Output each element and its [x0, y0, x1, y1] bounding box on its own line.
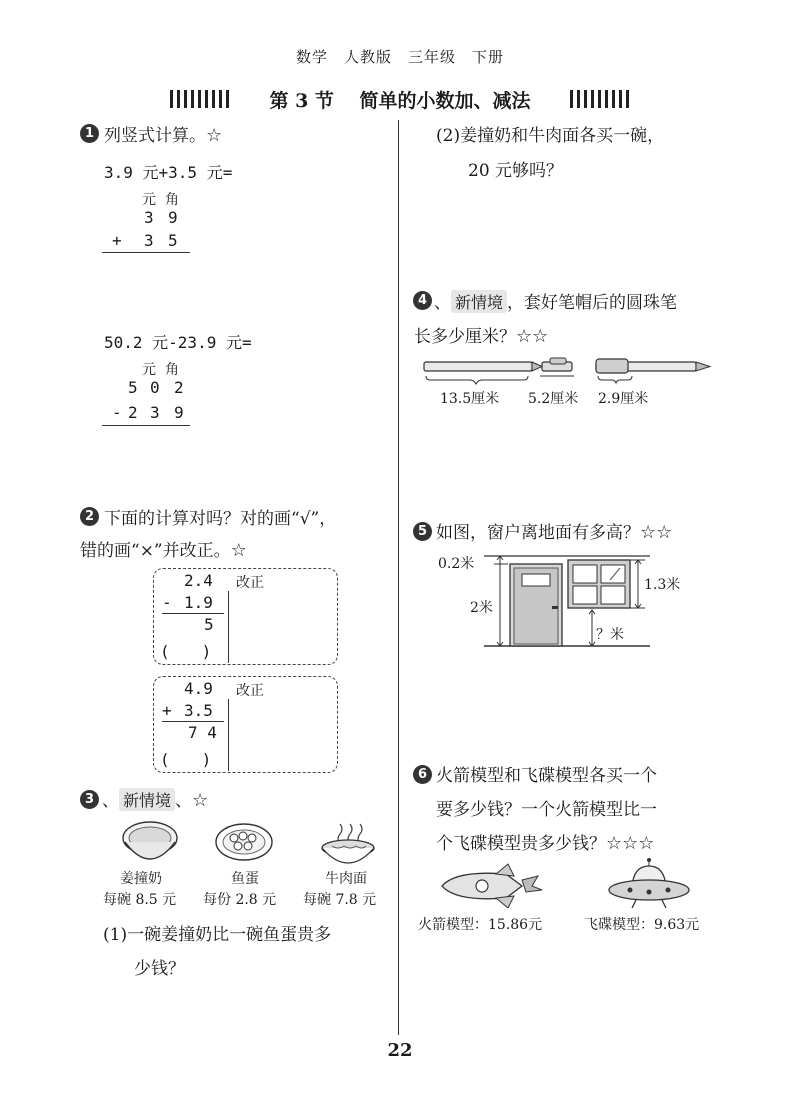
calc1-bottom-a: 3	[144, 231, 154, 250]
box2-separator	[228, 699, 229, 771]
box1-operator: -	[162, 593, 172, 612]
box1-fix-label: 改正	[236, 575, 264, 591]
question-4-number: 4	[413, 291, 432, 310]
box1-separator	[228, 591, 229, 663]
question-2-number: 2	[80, 507, 99, 526]
difficulty-stars: ☆☆	[516, 326, 549, 347]
food-name-beef-noodle: 牛肉面	[325, 871, 367, 887]
q1-expression-2: 50.2 元-23.9 元=	[104, 333, 252, 352]
page-number: 22	[387, 1040, 413, 1061]
question-2-line-1: 下面的计算对吗？对的画“√”，	[104, 509, 337, 529]
unit-jiao-2: 角	[165, 362, 179, 378]
check-box-1	[153, 568, 338, 665]
box2-sum-line	[162, 721, 224, 722]
food-price-beef-noodle: 每碗 7.8 元	[303, 892, 377, 908]
box1-bottom-number: 1.9	[184, 593, 213, 612]
check-box-2	[153, 676, 338, 773]
rocket-model-icon	[436, 862, 548, 908]
difficulty-stars: ☆☆	[640, 522, 673, 543]
column-divider	[398, 120, 399, 1035]
ufo-price-label: 飞碟模型：9.63元	[584, 917, 700, 933]
unit-jiao: 角	[165, 192, 179, 208]
section-number: 第 3 节	[269, 90, 334, 112]
calc2-bottom-a: 2	[128, 403, 138, 422]
pen-cap-length: 5.2厘米	[528, 391, 579, 407]
food-name-fish-ball: 鱼蛋	[231, 871, 259, 887]
box2-answer-paren[interactable]: ( )	[160, 750, 212, 769]
q1-expression-1: 3.9 元+3.5 元=	[104, 163, 233, 182]
question-4-line-2: 长多少厘米？☆☆	[414, 326, 549, 347]
title-stripes-right	[570, 90, 630, 108]
ginger-milk-icon	[118, 818, 184, 868]
new-context-tag: 新情境	[119, 788, 175, 811]
calc1-bottom-b: 5	[168, 231, 178, 250]
window-height-diagram	[480, 552, 660, 650]
box1-result: 5	[204, 615, 214, 634]
calc1-top-a: 3	[144, 208, 154, 227]
beef-noodle-icon	[318, 822, 378, 868]
calc2-bottom-b: 3	[150, 403, 160, 422]
calc2-top-a: 5	[128, 378, 138, 397]
label-top-gap: 0.2米	[438, 556, 475, 572]
difficulty-stars: ☆	[230, 540, 247, 561]
book-header: 数学 人教版 三年级 下册	[295, 48, 504, 66]
calc1-operator: +	[112, 231, 122, 250]
label-unknown-height: ？米	[596, 627, 624, 643]
food-name-ginger-milk: 姜撞奶	[120, 871, 162, 887]
ufo-model-icon	[606, 858, 692, 910]
calc1-sum-line	[102, 252, 190, 253]
question-2-line-2: 错的画“×”并改正。☆	[80, 540, 247, 561]
q3-sub2-line-2: 20 元够吗？	[468, 161, 564, 181]
box1-top-number: 2.4	[184, 571, 213, 590]
overlap-length: 2.9厘米	[598, 391, 649, 407]
difficulty-stars: ☆	[192, 790, 209, 811]
food-price-fish-ball: 每份 2.8 元	[203, 892, 277, 908]
question-6-line-2: 要多少钱？一个火箭模型比一	[436, 800, 657, 820]
box1-sum-line	[162, 613, 224, 614]
q3-sub1-line-2: 少钱？	[134, 959, 185, 979]
question-6-line-1: 火箭模型和飞碟模型各买一个	[436, 766, 657, 786]
question-1-number: 1	[80, 124, 99, 143]
question-5-prompt: 如图，窗户离地面有多高？☆☆	[436, 522, 673, 543]
calc2-top-c: 2	[174, 378, 184, 397]
box2-operator: +	[162, 701, 172, 720]
pen-body-length: 13.5厘米	[440, 391, 500, 407]
difficulty-stars: ☆	[206, 125, 223, 146]
q3-sub1-line-1: (1)一碗姜撞奶比一碗鱼蛋贵多	[103, 925, 332, 945]
rocket-price-label: 火箭模型：15.86元	[418, 917, 543, 933]
label-door-height: 2米	[470, 600, 493, 616]
unit-yuan: 元	[142, 192, 156, 208]
food-price-ginger-milk: 每碗 8.5 元	[103, 892, 177, 908]
question-5-number: 5	[413, 522, 432, 541]
box2-top-number: 4.9	[184, 679, 213, 698]
calc2-operator: -	[112, 403, 122, 422]
section-title	[170, 86, 630, 113]
question-4-line-1: 、 新情境 ，套好笔帽后的圆珠笔	[434, 288, 677, 313]
question-6-line-3: 个飞碟模型贵多少钱？☆☆☆	[436, 833, 655, 854]
new-context-tag: 新情境	[451, 290, 507, 313]
calc1-top-b: 9	[168, 208, 178, 227]
label-window-height: 1.3米	[644, 577, 681, 593]
question-6-number: 6	[413, 765, 432, 784]
calc2-sum-line	[102, 425, 190, 426]
box1-answer-paren[interactable]: ( )	[160, 642, 212, 661]
section-title-bar	[170, 86, 630, 112]
question-3-heading: 、 新情境 、☆	[102, 790, 209, 811]
q3-sub2-line-1: (2)姜撞奶和牛肉面各买一碗，	[436, 126, 665, 146]
calc2-top-b: 0	[150, 378, 160, 397]
box2-bottom-number: 3.5	[184, 701, 213, 720]
question-1-prompt: 列竖式计算。☆	[104, 125, 223, 146]
section-topic: 简单的小数加、减法	[359, 90, 531, 112]
fish-ball-icon	[214, 820, 274, 866]
question-3-number: 3	[80, 790, 99, 809]
calc2-bottom-c: 9	[174, 403, 184, 422]
pen-parts-illustration	[420, 356, 716, 386]
box2-result: 7 4	[188, 723, 217, 742]
unit-yuan-2: 元	[142, 362, 156, 378]
box2-fix-label: 改正	[236, 683, 264, 699]
difficulty-stars: ☆☆☆	[606, 833, 655, 854]
